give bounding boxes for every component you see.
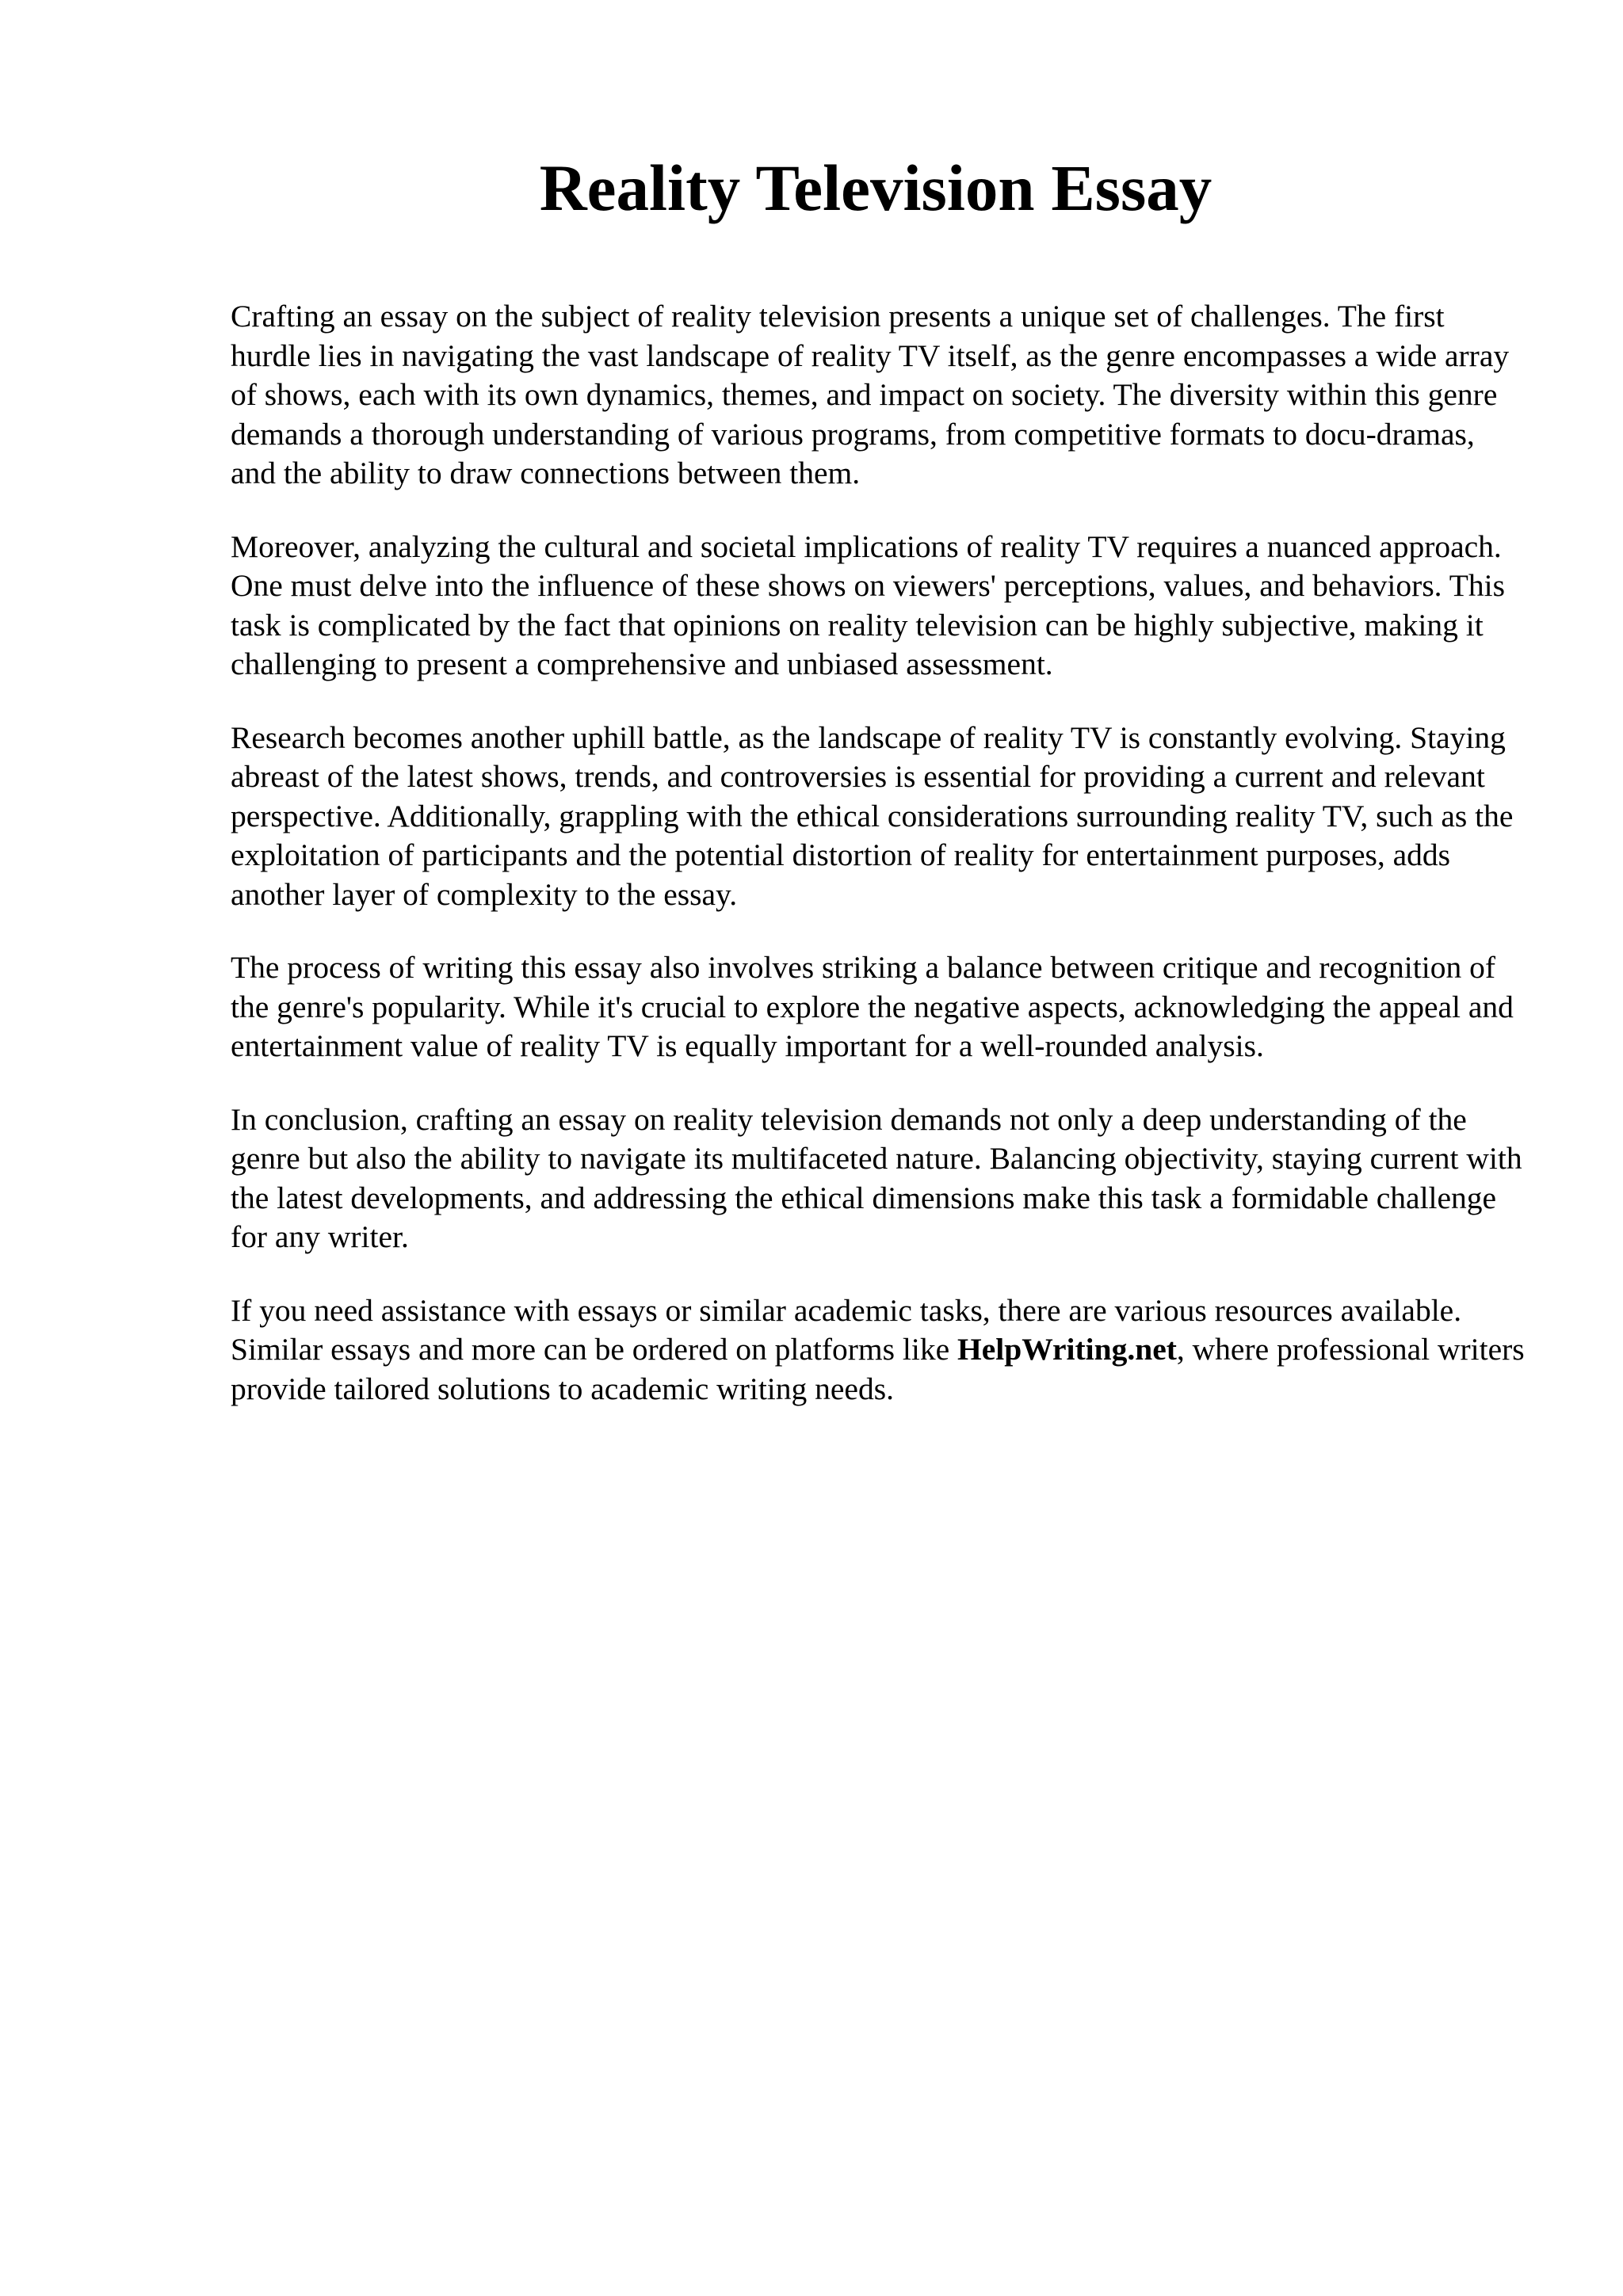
paragraph-3: Research becomes another uphill battle, as the landscape of reality TV is constantly evolving. Staying abreast of the latest shows, trends, and controversies is essential for providing a current and relevant perspective. Additionally, grappling with the ethical considerations surrounding reality TV, such as the exploitation of participants and the potential distortion of reality for entertainment purposes, adds another layer of complexity to the essay.	[231, 719, 1514, 912]
closing-text-before: If you need assistance with essays or similar academic tasks, there are various resources available. Similar essays and more can be ordered on platforms like	[231, 1292, 1462, 1367]
paragraph-4: The process of writing this essay also involves striking a balance between critique and recognition of the genre's popularity. While it's crucial to explore the negative aspects, acknowledging the appeal and entertainment value of reality TV is equally important for a well-rounded analysis.	[231, 950, 1514, 1063]
closing-text-after: , where professional writers provide tailored solutions to academic writing needs.	[231, 1332, 1525, 1406]
paragraph-1: Crafting an essay on the subject of reality television presents a unique set of challenges. The first hurdle lies in navigating the vast landscape of reality TV itself, as the genre encompasses a wide array of shows, each with its own dynamics, themes, and impact on society. The diversity within this genre demands a thorough understanding of various programs, from competitive formats to docu-dramas, and the ability to draw connections between them.	[231, 299, 1510, 490]
document-title: Reality Television Essay	[539, 151, 1212, 224]
paragraph-2: Moreover, analyzing the cultural and societal implications of reality TV requires a nuanced approach. One must delve into the influence of these shows on viewers' perceptions, values, and behaviors. This task is complicated by the fact that opinions on reality television can be highly subjective, making it challenging to present a comprehensive and unbiased assessment.	[231, 528, 1505, 681]
brand-name: HelpWriting.net	[957, 1332, 1177, 1367]
paragraph-5: In conclusion, crafting an essay on reality television demands not only a deep understanding of the genre but also the ability to navigate its multifaceted nature. Balancing objectivity, staying current with the latest developments, and addressing the ethical dimensions make this task a formidable challenge for any writer.	[231, 1101, 1522, 1254]
closing-paragraph	[231, 1291, 1526, 1409]
document-body	[231, 297, 1526, 1443]
